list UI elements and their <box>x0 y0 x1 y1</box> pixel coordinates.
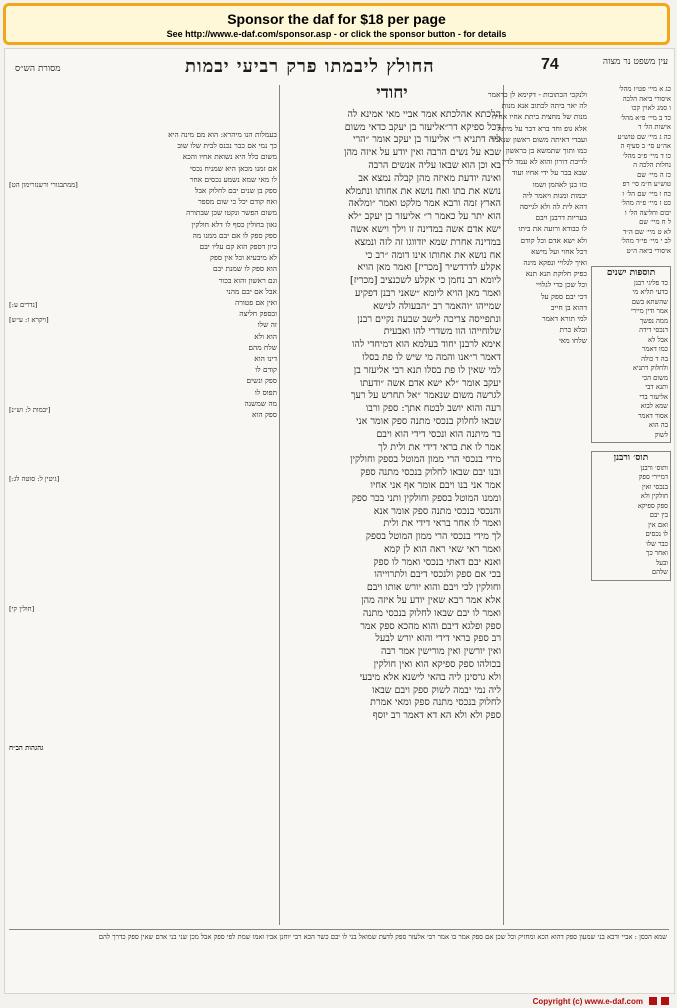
tosafot-box-2-line: ובעל <box>655 558 668 567</box>
tosafot-line: הוא ספק לו שמנת יבם <box>213 264 277 274</box>
gemara-line: דכל ספיקא דר״אליעזר בן יעקב כדאי משום <box>344 121 501 133</box>
tosafot-box-2-line: בין יבם <box>649 511 668 519</box>
tosafot-line: כיון דספק הוא קם עליו יבם <box>199 242 277 252</box>
gemara-line: יעקב אומר ״לא ישא אדם אשה ״ודעתו <box>359 377 501 389</box>
tosafot-yeshanim-line: בה הוא <box>648 421 668 429</box>
rashi-line: ולא ישא אדם וכל קודם <box>520 235 587 245</box>
gemara-line: ולא גרסינן ליה בהאי לישנא אלא מיבעי <box>359 671 501 683</box>
gemara-line: מידי בנכסי הרי ממון המוטל בספק וחולקין <box>350 454 501 466</box>
rashi-line: כזו בנן לאהמן ושמו <box>532 179 587 189</box>
tosafot-line: מה שמשנה <box>244 398 277 408</box>
tosafot-yeshanim-line: אסור דאמר <box>638 411 668 420</box>
tosafot-line: וגם ראשון והוא בכור <box>218 275 277 285</box>
sponsor-subtitle: See http://www.e-daf.com/sponsor.asp - or click the sponsor button - for details <box>166 29 507 39</box>
tosafot-yeshanim-line: אמר ודין מיירי <box>630 307 668 315</box>
tosafot-line: ואין אם פטורה <box>234 298 277 308</box>
gemara-line: לגרשה משום שנאמר ״אל תחרש על רעך <box>350 390 501 402</box>
gemara-line: ונתפייסה צריכה לישב שבעה נקיים רבנן <box>357 313 501 325</box>
ein-mishpat-line: כט ז מיי׳ פ״ה מהל׳ <box>621 199 671 207</box>
tosafot-yeshanim-line: בה ד כולה <box>641 354 668 363</box>
tosafot-line: בעמלות הנו מיהרא: הוא מם מינה היא <box>168 130 277 139</box>
rashi-line: לדיבת דורון והוא לא עמד לדין <box>502 157 587 167</box>
gemara-line: לחלוק בנכסי מתנה ספק ומאי אמרת <box>370 697 501 709</box>
ein-mishpat-line: כג א מיי׳ פט״ז מהל׳ <box>618 85 671 93</box>
gemara-line: ואמר לו אחר בראי דידי את ולית <box>383 518 501 530</box>
tosafot-yeshanim-line: דנכסי דידה <box>639 326 668 334</box>
gemara-line: וחולקין לכי ויבם והוא יורש אותו ויבם <box>366 582 501 594</box>
tosafot-yeshanim-line: ממה נפשך <box>639 316 668 325</box>
margin-label: [יבמות ל: וש״נ] <box>9 405 51 414</box>
ein-mishpat-line: איסורי ביאה הלכה <box>622 94 671 103</box>
gemara-line: ישא אדם אשה במדינה זו וילך וישא אשה <box>350 223 501 235</box>
tosafot-line: לו מאי שמא נשמע נכסים אחר <box>189 174 277 184</box>
margin-label: [ממתבגורי ורשנזרימון הט] <box>9 181 78 189</box>
margin-label: [נדרים ע:] <box>9 300 38 309</box>
hagahot-habach-label: גהגהות הב״ח <box>9 744 44 752</box>
gemara-line: ובנו יבם שבאו לחלוק בנכסי מתנה ספק <box>360 467 501 479</box>
tosafot-box-2-line: ותוס׳ ורבנן <box>640 463 668 472</box>
tosafot-yeshanim-line: לשוק <box>654 430 668 439</box>
rashi-line: לו כבודא ורועה את ביתו <box>518 224 587 234</box>
gemara-line: ואמר מאן הויא ליומא ״שאני רבנן דפקיע <box>355 287 501 299</box>
footer-notes-text: שמא הכסן : אביי ורבא בני שמעון ספק דהוא הכא ומחזיק וכל שכן אם ספק אמר בו אמר רבי אלעזר ספק לדעת שמואל בני לו יבם כשר הכא רבי יוחנן אביו ואמו שמת לפי ספק אבל מכן שני בני אדם שאין ספק כדרך להם <box>98 933 667 941</box>
rashi-line: דהא לית לה ולא לגייסה <box>519 202 587 212</box>
gemara-line: הלכתא אהלכתא אמר אביי מאי אמינא לה <box>347 108 501 120</box>
ein-mishpat-line: כד ב מיי׳ פ״א מהל׳ <box>620 113 671 122</box>
ein-mishpat-line: איסורי ביאה ה״ט <box>626 246 671 255</box>
ein-mishpat-line: לא ט מיי׳ שם ה״ד <box>623 227 671 236</box>
rashi-line: שלחו מאי <box>558 336 587 346</box>
rashi-line: ולנקכי הכתובות - דקימא לן כדאמר <box>488 90 587 99</box>
margin-label: [ויקרא ז: ע״ש] <box>9 316 49 324</box>
tosafot-yeshanim-title: תוספות ישנים <box>606 268 656 278</box>
gemara-line: בא וכן הוא שבאו עליה אנשים הרבה <box>368 159 501 171</box>
rashi-line: לה יאר ביתה לכתוב אנא מנות <box>501 101 587 111</box>
ein-mishpat-line: כה ג מיי׳ שם טוש״ע <box>617 132 671 141</box>
tosafot-line: זה שלו <box>257 320 277 330</box>
copyright-link[interactable]: Copyright (c) www.e-daf.com <box>532 997 643 1006</box>
tosafot-line: ספק ספק לו אם יבם ממנו מה <box>192 230 277 240</box>
tosafot-box-2-line: ואם אין <box>648 520 668 529</box>
ein-mishpat-line: ו סמג לאוין קכו <box>631 104 671 112</box>
rashi-line: דכי יבם ספק על <box>541 291 587 301</box>
gemara-line: אח נושא את אחותו אינו דומה ״רב כי <box>365 249 501 261</box>
tosafot-box-2-line: ספק ספיקא <box>637 501 668 510</box>
gemara-line: רב ספק בראי דידי והוא יורש לבעל <box>375 633 501 645</box>
tosafot-line: דינו הוא <box>254 354 277 364</box>
gemara-line: דאמר ר״אנו והמה מי שיש לו פת בסלו <box>362 351 501 363</box>
sponsor-banner[interactable] <box>3 3 670 45</box>
gemara-line: אלא אמר רבא שאין יודע על איזה מהן <box>361 595 501 607</box>
gemara-line: לך מידי בנכסי הרי ממון המוטל בספק <box>365 531 501 543</box>
gemara-line: למי שאין לו פת בסלו תנא רבי אליעזר בן <box>353 364 501 376</box>
ein-mishpat-line: יבום וחליצה הל׳ ו <box>624 208 671 217</box>
rashi-column <box>488 89 587 919</box>
gemara-line: ליומא רב נחמן כי אקלע לשכנציב [מכריז] <box>349 275 501 287</box>
footer-divider <box>9 929 669 930</box>
ein-mishpat-label: עין משפט נר מצוה <box>602 57 668 67</box>
tosafot-yeshanim-line: ותנא דבי <box>645 383 668 391</box>
tosafot-yeshanim-line: כדעי תליא מי <box>632 288 668 296</box>
rashi-line: ובלא כרת <box>559 325 587 335</box>
gemara-line: שבאו לחלוק בנכסי מתנה ספק אומר אני <box>356 415 501 427</box>
tosafot-line: ספק בן שנים יבם לחלוק אבל <box>194 186 277 196</box>
rashi-line: למי תורא דאמר <box>542 314 587 324</box>
gemara-line: ואמר ראי שאי ראה הוא לן קמא <box>383 543 501 555</box>
gemara-line: אמר לו את בראי דידי את ולית לך <box>378 441 501 453</box>
tosafot-yeshanim-line: כד פליגי רבנן <box>633 278 668 287</box>
ein-mishpat-line: אישות הל׳ ד <box>638 123 671 131</box>
ein-mishpat-line: נחלות הלכה ה <box>633 161 671 169</box>
tosafot-line: משום הפשר ונקטו שכן שבתורה <box>186 208 277 218</box>
page-number: 74 <box>541 56 559 73</box>
tosafot-yeshanim-line: כמו דאמר <box>642 345 668 353</box>
ein-mishpat-line: אה״ע סי׳ ב סעיף ה <box>620 142 671 150</box>
margin-label: [חולין קי] <box>9 604 35 613</box>
gemara-line: ואינה יודעת מאיזה מהן קבלה נמצא אב <box>358 172 501 184</box>
rashi-line: בעריות דרבנן ויבם <box>535 213 587 223</box>
ein-mishpat-line: כז ה מיי׳ שם <box>637 170 671 179</box>
margin-label: [גיטין ל: סוטה לג:] <box>9 475 60 483</box>
tosafot-line: ואח קודם יכל כי שום מספר <box>198 197 277 207</box>
tosafot-yeshanim-line: אבל לא <box>648 335 668 344</box>
rashi-line: כפיק חלוקת תנא תנא <box>525 269 587 279</box>
rashi-line: וכל שכן כדי לגלויי <box>536 280 587 290</box>
gemara-line: הוא יתר על כאמר ר״ אליעזר בן יעקב ״לא <box>347 211 501 223</box>
tosafot-line: ספק ונשים <box>246 376 277 386</box>
gemara-line: שמייהו ״והאמר רב ״הבעולה לנישא <box>373 300 501 312</box>
ein-mishpat-line: ל ח מיי׳ שם <box>639 218 671 226</box>
gemara-keyword: יחודי <box>376 83 408 103</box>
ein-mishpat-line: כח ו מיי׳ שם הל׳ ו <box>622 189 671 198</box>
rashi-line: ואיך לגלויי ונפקא מינה <box>523 258 587 268</box>
tosafot-yeshanim-line: שהשתא בשם <box>631 297 668 306</box>
gemara-line: נושא את בתו ואח נושא את אחותו ונתמלא <box>345 185 501 197</box>
tosafot-yeshanim-line: שמא לבוא <box>640 402 668 410</box>
tosafot-box-2-line: לו נכסים <box>645 530 668 538</box>
tosafot-line: אבל אם יבם מהני <box>226 286 277 296</box>
tosafot-yeshanim-line: ולחלוק דתניא <box>632 364 668 372</box>
tosafot-line: כך נמי אם כבר נכנס לבית שלו שוב <box>177 141 277 151</box>
gemara-line: בכולהו ספק ספיקא הוא ואין חולקין <box>373 659 501 671</box>
ein-mishpat-column <box>591 85 671 925</box>
gemara-line: ליה דתניא ר״ אליעזר בן יעקב אומר ״הרי <box>353 134 501 146</box>
rashi-line: כמו ותוך שתמשא בן כראשון <box>505 146 587 156</box>
rashi-line: יבמות ומנות ויאמר ליה <box>522 190 587 200</box>
gemara-line: ליה נמי יבמה לשוק ספק ויבם שבאו <box>372 684 501 696</box>
ein-mishpat-line: לב י מיי׳ פי״ד מהל׳ <box>621 237 671 245</box>
ein-mishpat-line: טוש״ע ח״מ סי׳ רפ <box>622 180 671 188</box>
rashi-line: מנות של מחצית ביתת אחיו אחיה <box>492 112 587 122</box>
gemara-line: הארץ זמה ורבא אמר מלקט ואמר ״ומלאה <box>348 198 501 210</box>
talmud-page <box>4 48 675 994</box>
gemara-line: אקלע לדרדשיר [מכריז] ואמר מאן הויא <box>357 262 501 274</box>
tosafot-line: לא מיבעיא וכל אין ספק <box>210 253 277 263</box>
tosafot-line: תפוס לו <box>254 387 277 397</box>
gemara-line: ואנא יבם דאתי בנכסי ואמר לו ספק <box>373 556 501 568</box>
column-divider <box>279 85 280 925</box>
tosafot-yeshanim-line: משום הכי <box>642 373 668 382</box>
gemara-line: ספק ופלגא דיבם והוא מהכא ספק אמר <box>360 620 501 632</box>
tosafot-box-2-line: דמיירי ספק <box>638 473 668 481</box>
page-header <box>5 53 674 79</box>
ein-mishpat-line: כו ד מיי׳ פ״ב מהל׳ <box>622 151 671 160</box>
gemara-line: רעה והוא יושב לבטח אתך: ספק ורבו <box>365 403 501 415</box>
tosafot-line: ספק הוא <box>252 410 277 420</box>
margin-left-column <box>9 85 97 905</box>
gemara-line: בר מיתנה הוא ונכסי דידי הוא ויבם <box>376 428 501 440</box>
tosafot-box-2-line: שלהם <box>651 568 668 576</box>
next-page-button[interactable] <box>661 997 669 1005</box>
tosafot-line: הוא ולא <box>254 331 277 341</box>
tosafot-box-2-line: בנכסי ואין <box>642 482 668 491</box>
rashi-line: שבא בבר על ידי אחיו ועוד <box>512 168 587 178</box>
column-divider <box>503 85 504 925</box>
gemara-line: בכי אם ספק ולנכסי דיבם ולתרוייהו <box>374 569 501 581</box>
gemara-line: אימא לרבנן יחוד בעלמא הוא דמיחדי להו <box>352 339 501 351</box>
rashi-line: ועבדי דאיתה משום ראשון שנאמר <box>490 134 587 144</box>
tosafot-box-2-title: תוס׳ ורבנן <box>613 453 649 463</box>
page-title: החולץ ליבמתו פרק רביעי יבמות <box>185 56 435 77</box>
tosafot-box-2-line: כבר שלו <box>646 539 668 548</box>
gemara-line: ואין יורשין ואין מורישין אמר רבה <box>381 646 501 658</box>
gemara-line: שלוחייהו הוו משדרי להו ואבעית <box>383 326 501 338</box>
gemara-line: אמר אני בנו ויבם אומר אף אני אחיו <box>370 479 501 491</box>
tosafot-line: גאון בחולין כסף לו דלא חולקין <box>191 219 277 229</box>
gemara-column <box>283 85 501 925</box>
masoret-hashas-label: מסורת הש״ס <box>15 64 61 74</box>
gemara-line: ספק ולא ולא הא דא דאמר רב יוסף <box>372 710 501 722</box>
rashi-line: דהוא בן חייב <box>550 302 587 312</box>
tosafot-box-2-line: ואחר כך <box>645 549 668 557</box>
sponsor-title[interactable]: Sponsor the daf for $18 per page <box>227 11 446 27</box>
gemara-line: וממנו המוטל בספק וחולקין ותני בכר ספק <box>351 492 501 504</box>
gemara-line: ואמר לו יבם שבאו לחלוק בנכסי מתנה <box>362 607 501 619</box>
tosafot-yeshanim-box <box>591 266 671 443</box>
gemara-line: והנכסי בנכסי מתנה ספק אומר אנא <box>373 505 501 517</box>
tosafot-line: אם זמנו מכאן היא שמניח נכסי <box>190 163 277 173</box>
tosafot-box-2 <box>591 451 671 581</box>
rashi-line: אלא גופ וחד ברא דבר על מיתת <box>497 123 587 133</box>
tosafot-line: משום כלל היא נשואת אחיו והכא <box>182 152 277 162</box>
tosafot-line: קודם לו <box>255 365 277 375</box>
gemara-line: במדינה אחרת שמא יזדווגו זה לזה ונמצא <box>354 236 501 248</box>
prev-page-button[interactable] <box>649 997 657 1005</box>
tosafot-box-2-line: חולקין ולא <box>640 492 668 500</box>
rashi-line: דכל אחוי ועל מישא <box>531 246 587 256</box>
footer-notes <box>11 933 667 977</box>
tosafot-yeshanim-line: אליעזר ברי <box>639 392 668 401</box>
tosafot-line: שלח מהם <box>248 342 277 352</box>
tosafot-line: ובספק חליצה <box>239 309 277 319</box>
gemara-line: שבא על נשים הרבה ואין יודע על איזה מהן <box>344 147 501 159</box>
tosafot-column <box>101 129 277 929</box>
